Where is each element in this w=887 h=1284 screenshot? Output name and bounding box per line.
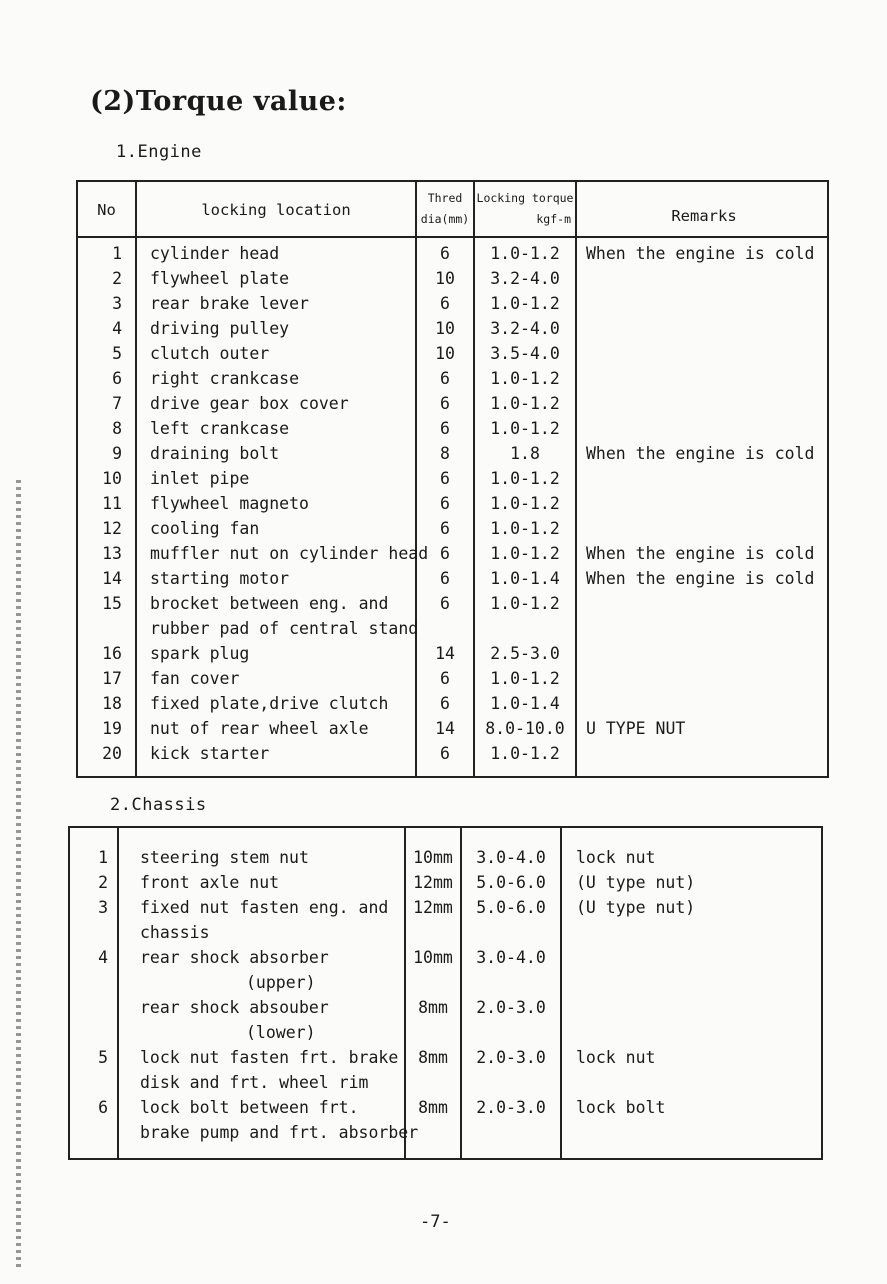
row-locking-torque: 3.0-4.0 <box>476 848 546 867</box>
row-no: 6 <box>98 1098 108 1117</box>
row-remarks: lock nut <box>576 848 656 867</box>
row-locking-location: rear shock absorber <box>140 948 329 967</box>
row-locking-location: rear shock absouber <box>140 998 329 1017</box>
row-locking-location: (lower) <box>246 1023 316 1042</box>
row-thread-dia: 8mm <box>418 1098 448 1117</box>
row-no: 9 <box>112 444 122 463</box>
row-locking-torque: 5.0-6.0 <box>476 873 546 892</box>
row-no: 14 <box>102 569 122 588</box>
row-thread-dia: 10mm <box>413 948 453 967</box>
row-no: 12 <box>102 519 122 538</box>
row-locking-torque: 1.0-1.2 <box>490 419 560 438</box>
row-remarks: When the engine is cold <box>586 544 815 563</box>
row-no: 20 <box>102 744 122 763</box>
row-thread-dia: 6 <box>440 419 450 438</box>
row-remarks: (U type nut) <box>576 873 696 892</box>
row-locking-torque: 1.0-1.4 <box>490 694 560 713</box>
row-no: 5 <box>112 344 122 363</box>
row-locking-torque: 1.0-1.2 <box>490 519 560 538</box>
row-locking-location: clutch outer <box>150 344 270 363</box>
binding-edge-marks <box>16 480 21 1270</box>
row-no: 1 <box>98 848 108 867</box>
row-thread-dia: 6 <box>440 669 450 688</box>
row-thread-dia: 6 <box>440 694 450 713</box>
row-thread-dia: 6 <box>440 394 450 413</box>
row-no: 3 <box>112 294 122 313</box>
header-no: No <box>97 201 116 219</box>
row-locking-location: brocket between eng. and <box>150 594 389 613</box>
row-no: 8 <box>112 419 122 438</box>
row-no: 19 <box>102 719 122 738</box>
row-no: 10 <box>102 469 122 488</box>
row-thread-dia: 8 <box>440 444 450 463</box>
engine-section-label: 1.Engine <box>116 142 202 162</box>
row-remarks: lock bolt <box>576 1098 666 1117</box>
row-locking-torque: 1.8 <box>510 444 540 463</box>
row-locking-location: draining bolt <box>150 444 280 463</box>
row-locking-location: steering stem nut <box>140 848 309 867</box>
row-remarks: (U type nut) <box>576 898 696 917</box>
row-no: 4 <box>112 319 122 338</box>
row-locking-torque: 1.0-1.2 <box>490 744 560 763</box>
row-locking-location: lock bolt between frt. <box>140 1098 359 1117</box>
header-thred: Thred <box>427 191 463 205</box>
header-remarks: Remarks <box>671 207 737 225</box>
chassis-section-label: 2.Chassis <box>110 795 207 815</box>
row-thread-dia: 6 <box>440 519 450 538</box>
row-locking-torque: 1.0-1.2 <box>490 544 560 563</box>
engine-torque-table <box>76 180 829 778</box>
row-remarks: U TYPE NUT <box>586 719 686 738</box>
row-locking-location: nut of rear wheel axle <box>150 719 369 738</box>
page-number: -7- <box>420 1212 451 1232</box>
header-dia: dia(mm) <box>420 212 470 226</box>
row-locking-torque: 3.5-4.0 <box>490 344 560 363</box>
row-no: 1 <box>112 244 122 263</box>
row-thread-dia: 6 <box>440 369 450 388</box>
row-no: 18 <box>102 694 122 713</box>
row-locking-location: cylinder head <box>150 244 280 263</box>
row-locking-torque: 1.0-1.2 <box>490 594 560 613</box>
header-locking-torque: Locking torque <box>476 191 574 205</box>
row-remarks: When the engine is cold <box>586 444 815 463</box>
row-locking-location: inlet pipe <box>150 469 250 488</box>
row-thread-dia: 6 <box>440 569 450 588</box>
row-thread-dia: 6 <box>440 744 450 763</box>
row-no: 6 <box>112 369 122 388</box>
row-no: 16 <box>102 644 122 663</box>
row-thread-dia: 6 <box>440 544 450 563</box>
row-locking-location: kick starter <box>150 744 270 763</box>
row-locking-location: chassis <box>140 923 210 942</box>
row-thread-dia: 12mm <box>413 873 453 892</box>
row-locking-torque: 3.2-4.0 <box>490 269 560 288</box>
row-no: 4 <box>98 948 108 967</box>
row-no: 7 <box>112 394 122 413</box>
row-locking-location: right crankcase <box>150 369 300 388</box>
row-locking-location: fixed nut fasten eng. and <box>140 898 389 917</box>
row-locking-location: brake pump and frt. absorber <box>140 1123 419 1142</box>
row-locking-location: rear brake lever <box>150 294 309 313</box>
row-thread-dia: 6 <box>440 294 450 313</box>
row-no: 2 <box>98 873 108 892</box>
row-locking-location: flywheel magneto <box>150 494 309 513</box>
chassis-torque-table <box>68 826 823 1160</box>
row-locking-torque: 2.0-3.0 <box>476 998 546 1017</box>
row-locking-location: spark plug <box>150 644 250 663</box>
row-locking-location: flywheel plate <box>150 269 290 288</box>
row-locking-torque: 3.2-4.0 <box>490 319 560 338</box>
row-thread-dia: 10 <box>435 269 455 288</box>
row-no: 3 <box>98 898 108 917</box>
row-locking-torque: 3.0-4.0 <box>476 948 546 967</box>
row-no: 15 <box>102 594 122 613</box>
row-thread-dia: 6 <box>440 469 450 488</box>
header-locking-location: locking location <box>201 201 351 219</box>
row-locking-location: fixed plate,drive clutch <box>150 694 389 713</box>
header-torque-unit: kgf-m <box>536 212 571 226</box>
row-locking-location: starting motor <box>150 569 290 588</box>
row-thread-dia: 6 <box>440 594 450 613</box>
row-remarks: When the engine is cold <box>586 569 815 588</box>
row-no: 2 <box>112 269 122 288</box>
row-locking-location: disk and frt. wheel rim <box>140 1073 369 1092</box>
row-locking-location: cooling fan <box>150 519 260 538</box>
row-no: 11 <box>102 494 122 513</box>
row-locking-location: driving pulley <box>150 319 290 338</box>
row-remarks: lock nut <box>576 1048 656 1067</box>
row-no: 13 <box>102 544 122 563</box>
row-locking-torque: 2.0-3.0 <box>476 1048 546 1067</box>
row-locking-torque: 1.0-1.2 <box>490 244 560 263</box>
row-thread-dia: 12mm <box>413 898 453 917</box>
row-remarks: When the engine is cold <box>586 244 815 263</box>
page-title: (2)Torque value: <box>90 86 347 117</box>
row-locking-torque: 5.0-6.0 <box>476 898 546 917</box>
row-thread-dia: 10 <box>435 344 455 363</box>
row-locking-torque: 8.0-10.0 <box>485 719 565 738</box>
row-locking-location: left crankcase <box>150 419 290 438</box>
row-thread-dia: 8mm <box>418 998 448 1017</box>
row-no: 17 <box>102 669 122 688</box>
row-locking-location: drive gear box cover <box>150 394 349 413</box>
row-locking-torque: 1.0-1.2 <box>490 669 560 688</box>
row-no: 5 <box>98 1048 108 1067</box>
row-locking-location: (upper) <box>246 973 316 992</box>
row-locking-torque: 1.0-1.2 <box>490 294 560 313</box>
row-thread-dia: 14 <box>435 719 455 738</box>
row-thread-dia: 6 <box>440 494 450 513</box>
row-thread-dia: 10 <box>435 319 455 338</box>
row-locking-torque: 1.0-1.2 <box>490 394 560 413</box>
row-locking-location: front axle nut <box>140 873 280 892</box>
row-locking-torque: 2.5-3.0 <box>490 644 560 663</box>
row-thread-dia: 8mm <box>418 1048 448 1067</box>
row-locking-torque: 1.0-1.2 <box>490 369 560 388</box>
row-locking-location: muffler nut on cylinder head <box>150 544 429 563</box>
row-locking-location: lock nut fasten frt. brake <box>140 1048 399 1067</box>
row-locking-torque: 1.0-1.4 <box>490 569 560 588</box>
row-thread-dia: 6 <box>440 244 450 263</box>
row-thread-dia: 14 <box>435 644 455 663</box>
row-locking-torque: 1.0-1.2 <box>490 469 560 488</box>
row-locking-location: fan cover <box>150 669 240 688</box>
row-locking-torque: 1.0-1.2 <box>490 494 560 513</box>
row-locking-location: rubber pad of central stand <box>150 619 419 638</box>
row-thread-dia: 10mm <box>413 848 453 867</box>
row-locking-torque: 2.0-3.0 <box>476 1098 546 1117</box>
